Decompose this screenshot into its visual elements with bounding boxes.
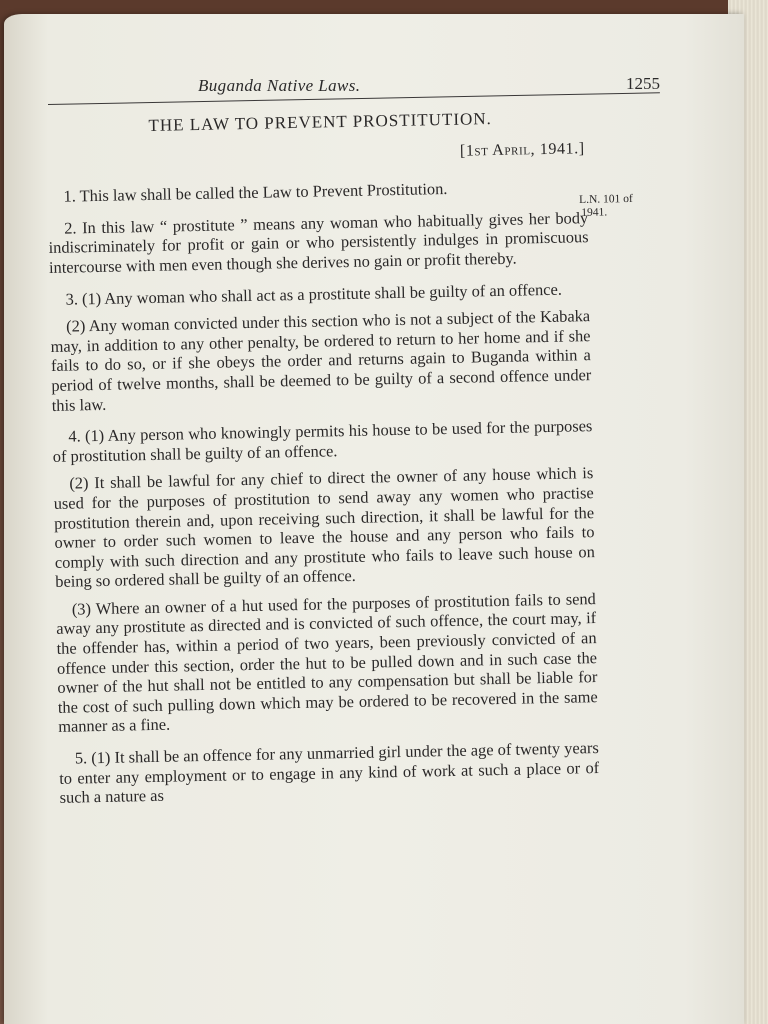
running-title: Buganda Native Laws. [198,76,361,95]
marginal-note-line1: L.N. 101 of [579,192,633,206]
section-2: 2. In this law “ prostitute ” means any woman who habitually gives her body indiscriminately for profit or gain or who persistently indulges in promiscuous intercourse with men even though she derives no gain or profit thereby. [48,207,589,277]
book-page [4,14,744,1024]
marginal-note [579,192,659,220]
section-4-2: (2) It shall be lawful for any chief to direct the owner of any house which is used for the purposes of prostitution to send away any women who practise prostitution therein and, upon receiving such direction, it shall be lawful for the owner to order such women to leave the house and any person who fails to comply with such direction and any prostitute who fails to leave such house on being so ordered shall be guilty of an offence. [53,463,595,592]
section-3-1: 3. (1) Any woman who shall act as a prostitute shall be guilty of an offence. [65,279,563,309]
law-title: THE LAW TO PREVENT PROSTITUTION. [148,109,492,135]
section-1: 1. This law shall be called the Law to Prevent Prostitution. [63,179,448,206]
section-4-3: (3) Where an owner of a hut used for the purposes of prostitution fails to send away any prostitute as directed and is convicted of such offence, the court may, if the offender has, within a period of two years, been previously convicted of an offence under this section, order the hut to be pulled down and in such case the owner of the hut shall not be entitled to any compensation but shall be liable for the cost of such pulling down which may be ordered to be recovered in the same manner as a fine. [56,588,598,737]
law-body [46,107,600,816]
marginal-note-line2: 1941. [581,206,608,219]
section-3-2: (2) Any woman convicted under this section who is not a subject of the Kabaka may, in addition to any other penalty, be ordered to return to her home and if she fails to do so, or if she obeys the order and returns again to Buganda within a period of twelve months, shall be deemed to be guilty of a second offence under this law. [50,306,592,415]
page-number: 1255 [626,74,660,93]
date-rest: , 1941.] [530,139,585,158]
section-5-1: 5. (1) It shall be an offence for any unmarried girl under the age of twenty years to enter any employment or to engage in any kind of work at such a place or of such a nature as [59,738,600,808]
commencement-date [47,139,585,169]
date-open-bracket: [ [459,142,467,160]
section-4-1: 4. (1) Any person who knowingly permits his house to be used for the purposes of prostitution shall be guilty of an offence. [52,416,593,466]
date-day: 1st April [465,140,531,160]
